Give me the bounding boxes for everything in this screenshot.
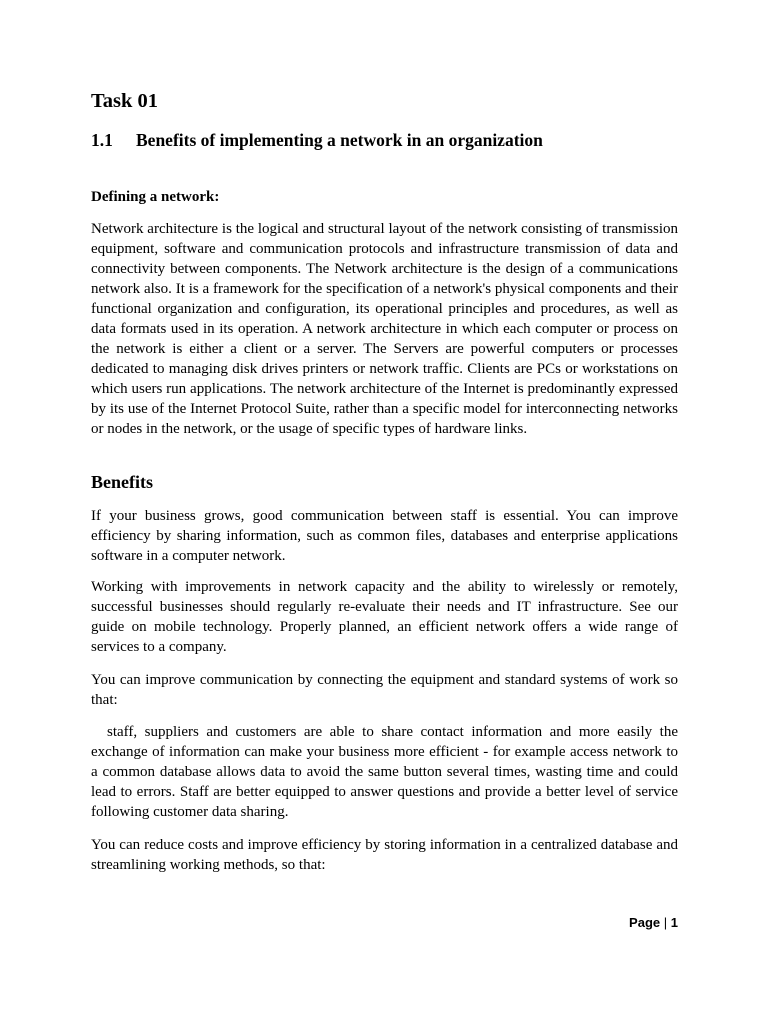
- section-title: Benefits of implementing a network in an organization: [136, 130, 543, 150]
- benefits-paragraph-2: Working with improvements in network capacity and the ability to wirelessly or remotely, successful businesses should regularly re-evaluate their needs and IT infrastructure. See our guide on mobile technology. Properly planned, an efficient network offers a wide range of services to a company.: [91, 579, 678, 656]
- page-number: 1: [670, 915, 678, 930]
- page-footer: [629, 914, 678, 932]
- benefits-paragraph-1: If your business grows, good communication between staff is essential. You can improve efficiency by sharing information, such as common files, databases and enterprise applications software in a computer network.: [91, 508, 678, 565]
- benefits-paragraph-4: staff, suppliers and customers are able to share contact information and more easily the exchange of information can make your business more efficient - for example access network to a common database allows data to avoid the same button several times, wasting time and could lead to errors. Staff are better equipped to answer questions and provide a better level of service following customer data sharing.: [91, 724, 678, 821]
- benefits-heading: Benefits: [91, 472, 153, 492]
- page-label: Page: [629, 915, 661, 930]
- task-title: Task 01: [91, 90, 159, 112]
- definition-paragraph: Network architecture is the logical and structural layout of the network consisting of transmission equipment, software and communication protocols and infrastructure transmission of data and connectivity between components. The Network architecture is the design of a communications network also. It is a framework for the specification of a network's physical components and their functional organization and configuration, its operational principles and procedures, as well as data formats used in its operation. A network architecture in which each computer or process on the network is either a client or a server. The Servers are powerful computers or processes dedicated to managing disk drives printers or network traffic. Clients are PCs or workstations on which users run applications. The network architecture of the Internet is predominantly expressed by its use of the Internet Protocol Suite, rather than a specific model for interconnecting networks or nodes in the network, or the usage of specific types of hardware links.: [91, 221, 678, 438]
- benefits-paragraph-5: You can reduce costs and improve efficiency by storing information in a centralized database and streamlining working methods, so that:: [91, 837, 678, 874]
- section-number: 1.1: [91, 130, 113, 150]
- defining-network-heading: Defining a network:: [91, 189, 220, 205]
- benefits-paragraph-3: You can improve communication by connecting the equipment and standard systems of work so that:: [91, 672, 678, 709]
- page-separator: |: [663, 915, 668, 930]
- section-heading: [91, 129, 543, 151]
